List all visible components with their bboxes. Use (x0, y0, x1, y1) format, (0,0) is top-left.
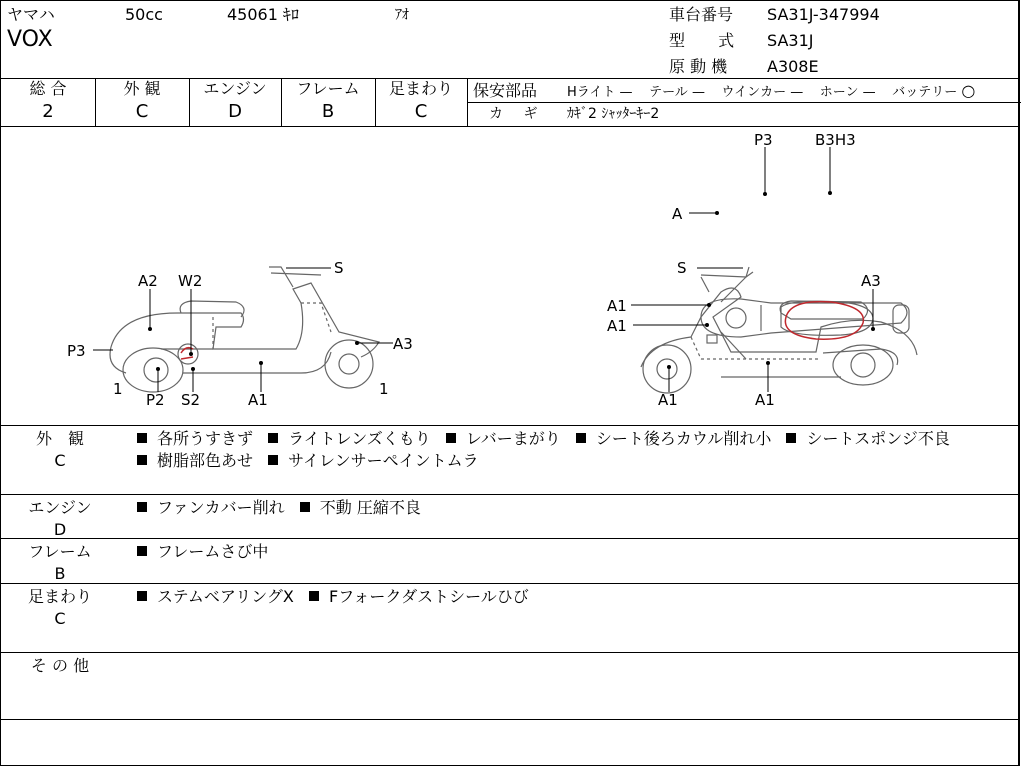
section-frame-items: フレームさび中 (137, 541, 278, 563)
type-label: 型 式 (669, 31, 735, 50)
grade-exterior: 外 観 C (123, 79, 161, 122)
label-left-1b: 1 (379, 380, 389, 398)
label-top-b3h3: B3H3 (815, 131, 856, 149)
type-value: SA31J (767, 31, 814, 50)
safety-label: 保安部品 (473, 81, 538, 100)
model-name: VOX (7, 27, 53, 52)
section-other-title: そ の 他 (30, 656, 90, 675)
section-exterior-items: 各所うすきず ライトレンズくもり レバーまがり シート後ろカウル削れ小 シートスポンジ不良 樹脂部色あせ サイレンサーペイントムラ (137, 428, 960, 472)
mileage: 45061 ｷﾛ (227, 5, 299, 24)
label-right-a1b: A1 (607, 317, 627, 335)
label-left-1a: 1 (113, 380, 123, 398)
engine-label: 原 動 機 (669, 57, 728, 76)
label-left-s: S (334, 259, 344, 277)
frame-no: SA31J-347994 (767, 5, 880, 24)
section-engine-items: ファンカバー削れ 不動 圧縮不良 (137, 497, 431, 519)
safety-items: Hライト — テール — ウインカー — ホーン — バッテリー ○ (567, 81, 976, 100)
label-left-p2: P2 (146, 391, 165, 409)
key-label: カ ギ (489, 106, 538, 122)
label-right-a1d: A1 (755, 391, 775, 409)
grade-engine: エンジン D (203, 79, 267, 122)
label-top-p3: P3 (754, 131, 773, 149)
section-suspension-title: 足まわり C (27, 587, 92, 628)
section-exterior-title: 外 観 C (35, 429, 84, 470)
label-right-a3: A3 (861, 272, 881, 290)
grade-suspension: 足まわり C (388, 79, 453, 122)
key-value: ｶｷﾞ2 ｼｬｯﾀｰｷｰ2 (567, 106, 660, 122)
section-frame-title: フレーム B (28, 542, 92, 583)
label-left-a1: A1 (248, 391, 268, 409)
maker: ヤマハ (7, 5, 55, 24)
label-left-w2: W2 (178, 272, 203, 290)
label-right-a1c: A1 (658, 391, 678, 409)
grade-frame: フレーム B (296, 79, 360, 122)
label-right-a1a: A1 (607, 297, 627, 315)
section-engine-title: エンジン D (28, 498, 92, 539)
color: ｱｵ (395, 7, 409, 23)
label-left-a2: A2 (138, 272, 158, 290)
section-suspension-items: ステムベアリングX Fフォークダストシールひび (137, 586, 539, 608)
label-left-a3: A3 (393, 335, 413, 353)
label-left-s2: S2 (181, 391, 201, 409)
label-left-p3: P3 (67, 342, 86, 360)
displacement: 50cc (125, 5, 163, 24)
grade-overall: 総 合 2 (29, 79, 67, 122)
frame-no-label: 車台番号 (669, 5, 734, 24)
engine-value: A308E (767, 57, 819, 76)
label-right-s: S (677, 259, 687, 277)
label-top-a: A (672, 205, 683, 223)
